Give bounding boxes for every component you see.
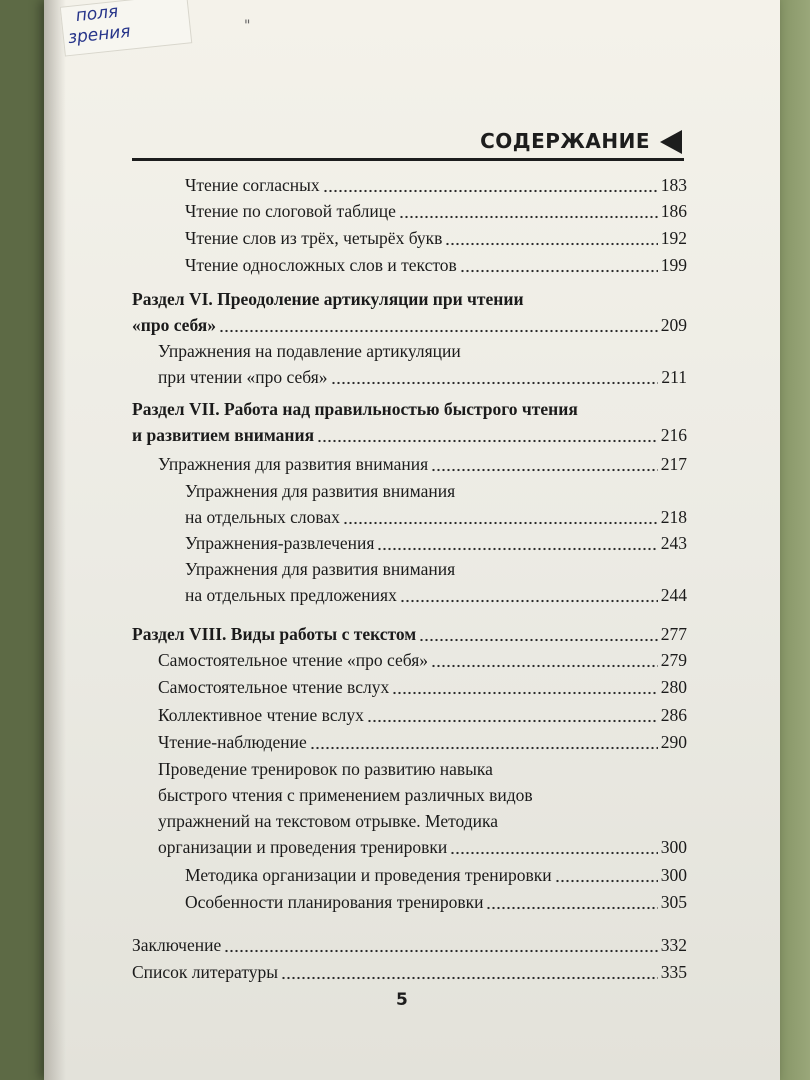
toc-page-number: 332 — [660, 935, 687, 955]
leader-dots — [317, 439, 658, 443]
leader-dots — [343, 521, 658, 525]
toc-entry — [132, 198, 687, 224]
toc-section-entry — [132, 396, 687, 448]
toc-entry-title: Самостоятельное чтение «про себя» — [158, 650, 429, 670]
leader-dots — [310, 746, 658, 750]
triangle-marker-icon — [660, 130, 682, 154]
toc-entry — [132, 674, 687, 700]
leader-dots — [400, 599, 658, 603]
toc-entry-title: Методика организации и проведения тренировки — [185, 865, 552, 885]
toc-entry-title: Самостоятельное чтение вслух — [158, 677, 390, 697]
toc-entry — [132, 756, 687, 860]
toc-entry-title-line: Упражнения для развития внимания — [185, 481, 456, 501]
leader-dots — [450, 851, 658, 855]
toc-entry-title: Упражнения-развлечения — [185, 533, 375, 553]
toc-entry — [132, 451, 687, 477]
leader-dots — [460, 269, 658, 273]
toc-entry-title-line: Проведение тренировок по развитию навыка — [158, 759, 493, 779]
toc-entry — [132, 338, 687, 390]
leader-dots — [367, 719, 658, 723]
pencil-mark: " — [244, 18, 251, 34]
leader-dots — [486, 906, 657, 910]
toc-page-number: 186 — [660, 201, 687, 221]
toc-section-entry — [132, 621, 687, 647]
toc-page-number: 290 — [660, 732, 687, 752]
toc-entry — [132, 959, 687, 985]
toc-page-number: 192 — [660, 228, 687, 248]
toc-page-number: 244 — [660, 585, 687, 605]
note-line-2: зрения — [67, 21, 132, 49]
toc-page-number: 209 — [660, 315, 687, 335]
toc-entry-title: Чтение односложных слов и текстов — [185, 255, 457, 275]
leader-dots — [323, 189, 658, 193]
toc-entry — [132, 478, 687, 530]
toc-page-number: 199 — [660, 255, 687, 275]
toc-entry-title: Список литературы — [132, 962, 279, 982]
toc-page-number: 243 — [660, 533, 687, 553]
toc-page-number: 218 — [660, 507, 687, 527]
toc-page-number: 279 — [660, 650, 687, 670]
leader-dots — [555, 879, 658, 883]
toc-entry — [132, 530, 687, 556]
toc-entry-title: Чтение согласных — [185, 175, 320, 195]
toc-entry-title: Чтение слов из трёх, четырёх букв — [185, 228, 443, 248]
toc-entry-title: Коллективное чтение вслух — [158, 705, 364, 725]
toc-entry-title: Чтение-наблюдение — [158, 732, 307, 752]
page-number: 5 — [396, 990, 408, 1010]
toc-entry-title-line: Раздел VII. Работа над правильностью быстрого чтения — [132, 399, 578, 419]
page-title: СОДЕРЖАНИЕ — [480, 129, 650, 153]
toc-page-number: 305 — [660, 892, 687, 912]
toc-entry-title: при чтении «про себя» — [158, 367, 328, 387]
toc-entry-title: Особенности планирования тренировки — [185, 892, 484, 912]
toc-entry-title-line: Раздел VI. Преодоление артикуляции при чтении — [132, 289, 524, 309]
toc-entry — [132, 862, 687, 888]
toc-entry — [132, 932, 687, 958]
toc-entry-title: Чтение по слоговой таблице — [185, 201, 396, 221]
toc-page-number: 216 — [660, 425, 687, 445]
leader-dots — [224, 949, 658, 953]
note-line-1: поля — [74, 1, 120, 27]
toc-page-number: 211 — [661, 367, 687, 387]
toc-page-number: 300 — [660, 865, 687, 885]
leader-dots — [219, 329, 658, 333]
toc-entry — [132, 647, 687, 673]
leader-dots — [445, 242, 657, 246]
toc-page-number: 300 — [660, 837, 687, 857]
leader-dots — [419, 638, 658, 642]
toc-page-number: 286 — [660, 705, 687, 725]
toc-entry — [132, 729, 687, 755]
leader-dots — [281, 976, 658, 980]
toc-entry-title: на отдельных словах — [185, 507, 340, 527]
toc-entry-title: Раздел VIII. Виды работы с текстом — [132, 624, 417, 644]
toc-page-number: 280 — [660, 677, 687, 697]
header-rule — [132, 158, 684, 161]
toc-entry — [132, 172, 687, 198]
toc-page-number: 217 — [660, 454, 687, 474]
page-header — [132, 127, 684, 161]
toc-section-entry — [132, 286, 687, 338]
toc-entry-title: «про себя» — [132, 315, 216, 335]
toc-page-number: 183 — [660, 175, 687, 195]
toc-entry — [132, 556, 687, 608]
toc-entry-title: Заключение — [132, 935, 222, 955]
page-gutter-shadow — [44, 0, 66, 1080]
toc-entry — [132, 889, 687, 915]
toc-entry-title: организации и проведения тренировки — [158, 837, 448, 857]
leader-dots — [431, 664, 658, 668]
toc-entry-title: Упражнения для развития внимания — [158, 454, 429, 474]
toc-entry-title: и развитием внимания — [132, 425, 315, 445]
leader-dots — [392, 691, 658, 695]
toc-page-number: 335 — [660, 962, 687, 982]
leader-dots — [399, 215, 658, 219]
toc-entry-title-line: быстрого чтения с применением различных видов — [158, 785, 533, 805]
toc-entry — [132, 225, 687, 251]
toc-entry — [132, 702, 687, 728]
leader-dots — [377, 547, 657, 551]
toc-page-number: 277 — [660, 624, 687, 644]
leader-dots — [331, 381, 658, 385]
toc-entry-title: на отдельных предложениях — [185, 585, 397, 605]
leader-dots — [431, 468, 658, 472]
toc-entry — [132, 252, 687, 278]
toc-entry-title-line: упражнений на текстовом отрывке. Методика — [158, 811, 499, 831]
toc-entry-title-line: Упражнения для развития внимания — [185, 559, 456, 579]
toc-entry-title-line: Упражнения на подавление артикуляции — [158, 341, 461, 361]
